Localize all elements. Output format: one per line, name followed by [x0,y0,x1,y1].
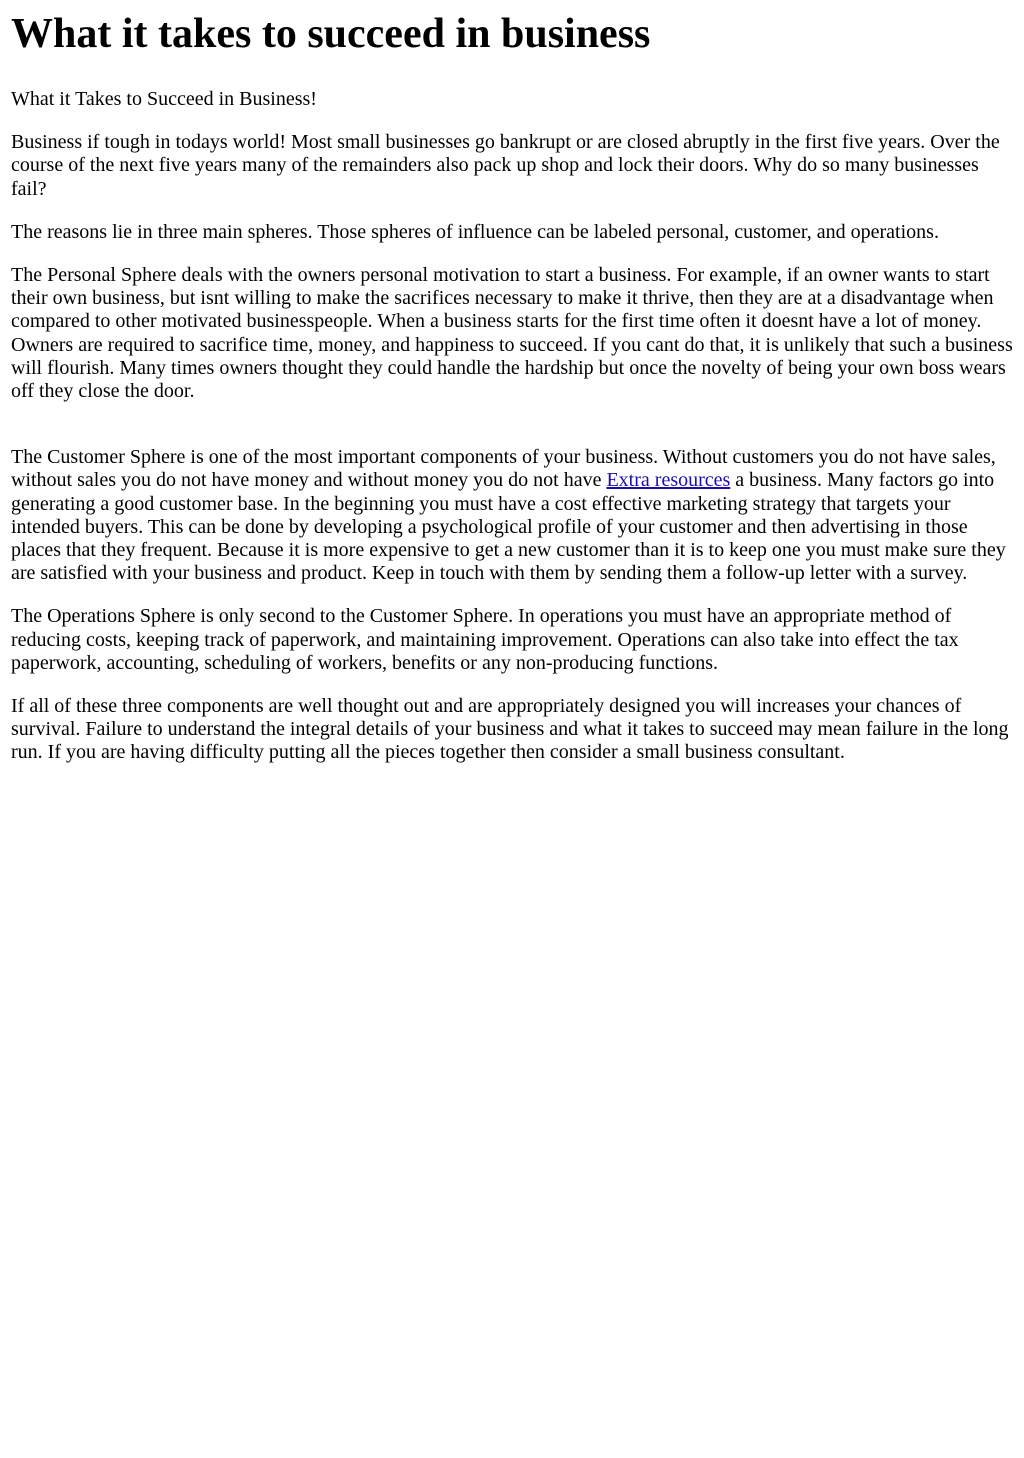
paragraph-customer-text-before: The Customer Sphere is one of the most important components of your business. Without customers you do not have sales, without sales you do not have money and without money you do not have [11,446,996,492]
paragraph-operations-sphere: The Operations Sphere is only second to the Customer Sphere. In operations you must have an appropriate method of reducing costs, keeping track of paperwork, and maintaining improvement. Operations can also take into effect the tax paperwork, accounting, scheduling of workers, benefits or any non-producing functions. [11,605,959,674]
paragraph-personal-sphere: The Personal Sphere deals with the owners personal motivation to start a business. For example, if an owner wants to start their own business, but isnt willing to make the sacrifices necessary to make it thrive, then they are at a disadvantage when compared to other motivated businesspeople. When a business starts for the first time often it doesnt have a lot of money. Owners are required to sacrifice time, money, and happiness to succeed. If you cant do that, it is unlikely that such a business will flourish. Many times owners thought they could handle the hardship but once the novelty of being your own boss wears off they close the door. [11,264,1013,403]
page-title: What it takes to succeed in business [11,11,651,57]
paragraph-intro: Business if tough in todays world! Most small businesses go bankrupt or are closed abruptly in the first five years. Over the course of the next five years many of the remainders also pack up shop and lock their doors. Why do so many businesses fail? [11,131,1000,200]
article [0,10,1024,765]
article-subtitle: What it Takes to Succeed in Business! [11,88,317,110]
paragraph-spheres: The reasons lie in three main spheres. Those spheres of influence can be labeled personal, customer, and operations. [11,220,939,243]
paragraph-customer-text-after: a business. Many factors go into generating a good customer base. In the beginning you must have a cost effective marketing strategy that targets your intended buyers. This can be done by developing a psychological profile of your customer and then advertising in those places that they frequent. Because it is more expensive to get a new customer than it is to keep one you must make sure they are satisfied with your business and product. Keep in touch with them by sending them a follow-up letter with a survey. [11,469,1006,585]
extra-resources-link[interactable]: Extra resources [606,469,731,492]
paragraph-conclusion: If all of these three components are well thought out and are appropriately designed you will increases your chances of survival. Failure to understand the integral details of your business and what it takes to succeed may mean failure in the long run. If you are having difficulty putting all the pieces together then consider a small business consultant. [11,695,1009,764]
paragraph-customer-sphere [11,446,1013,585]
